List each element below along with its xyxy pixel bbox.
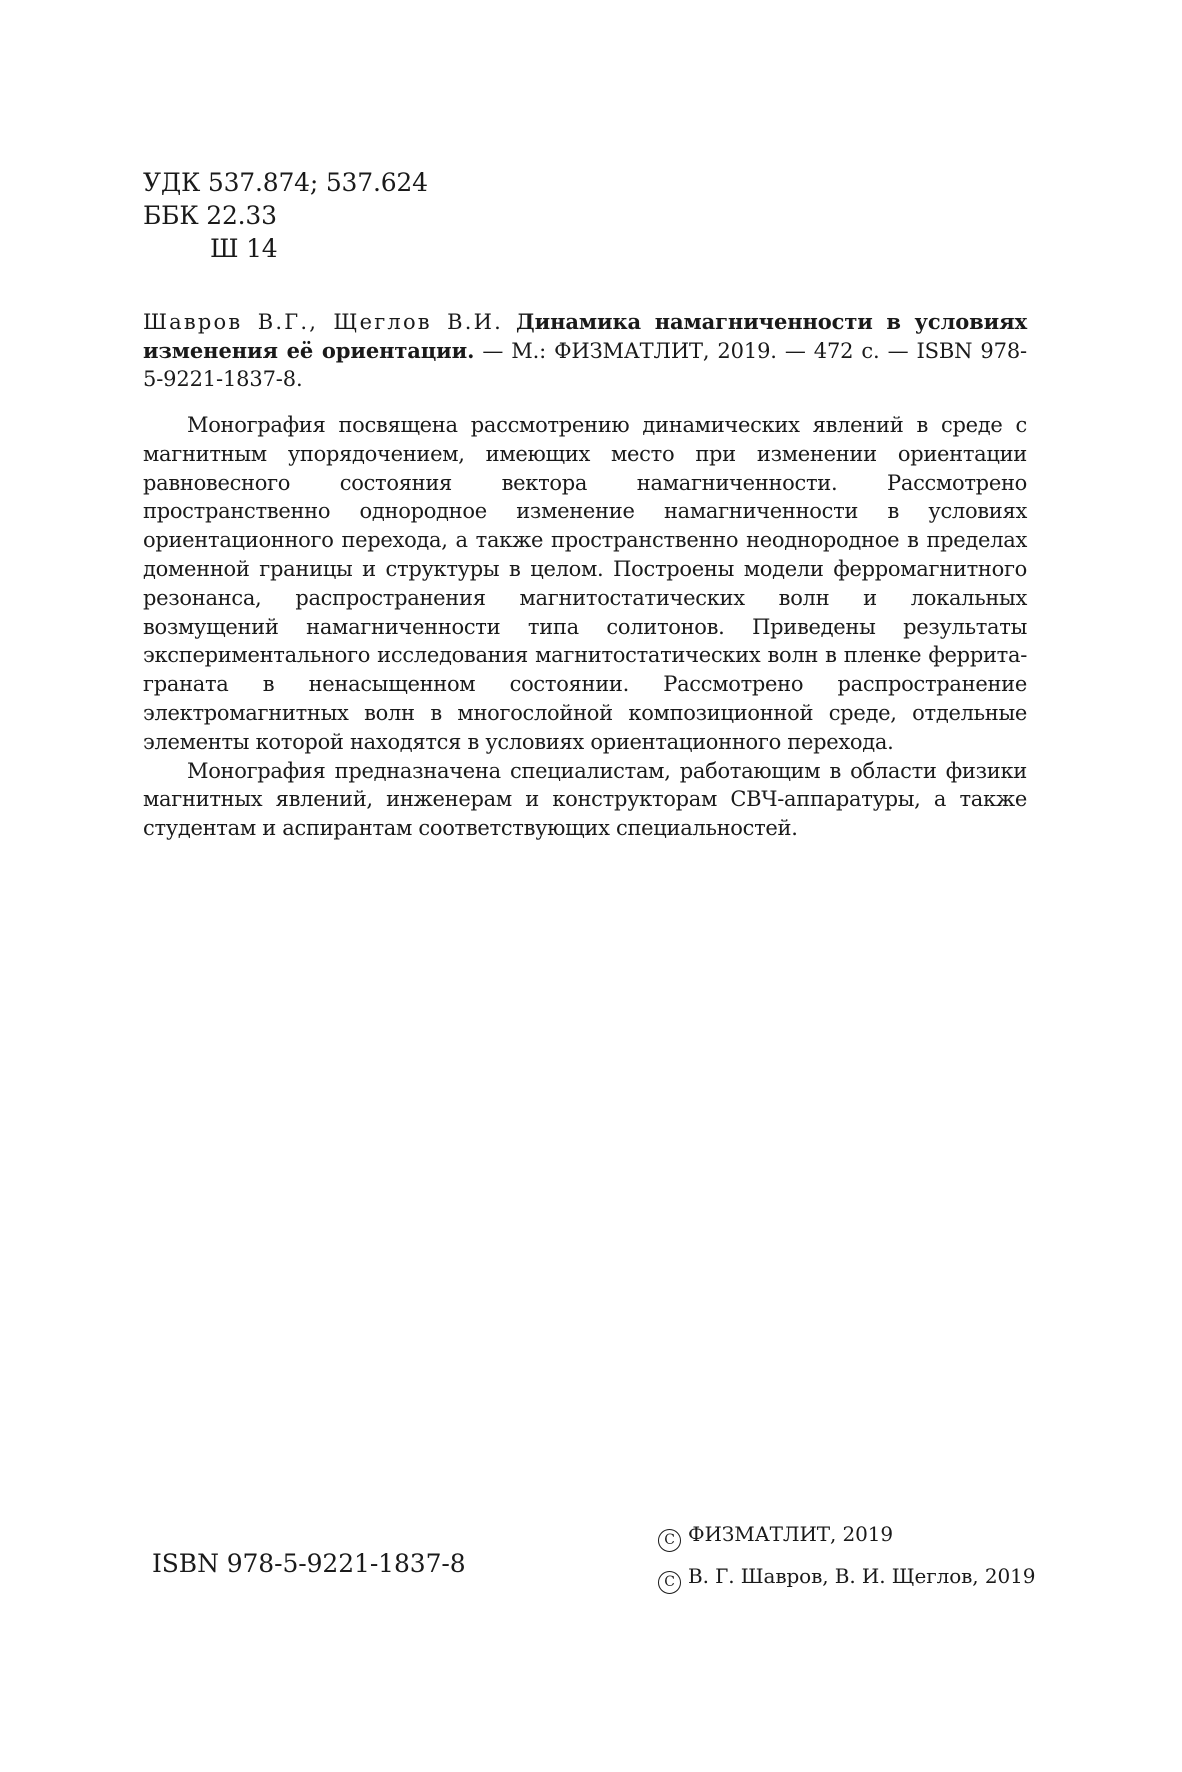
annotation: [143, 411, 1027, 843]
bibliographic-citation: [143, 308, 1027, 394]
copyright-line: [658, 1513, 1035, 1555]
annotation-paragraph: Монография посвящена рассмотрению динамических явлений в среде с магнитным упорядочением, имеющих место при изменении ориентации равновесного состояния вектора намагниченности. Рассмотрено пространственно однородное изменение намагниченности в условиях ориентационного перехода, а также пространственно неоднородное в пределах доменной границы и структуры в целом. Построены модели ферромагнитного резонанса, распространения магнитостатических волн и локальных возмущений намагниченности типа солитонов. Приведены результаты экспериментального исследования магнитостатических волн в пленке феррита-граната в ненасыщенном состоянии. Рассмотрено распространение электромагнитных волн в многослойной композиционной среде, отдельные элементы которой находятся в условиях ориентационного перехода.: [143, 413, 1027, 754]
isbn-footer: ISBN 978-5-9221-1837-8: [152, 1549, 466, 1578]
copyright-line: [658, 1555, 1035, 1597]
copyright-icon: C: [658, 1571, 681, 1594]
copyright-block: [658, 1513, 1035, 1597]
annotation-paragraph: Монография предназначена специалистам, работающим в области физики магнитных явлений, инженерам и конструкторам СВЧ-аппаратуры, а также студентам и аспирантам соответствующих специальностей.: [143, 758, 1027, 841]
copyright-icon: C: [658, 1529, 681, 1552]
classification-block: [143, 166, 428, 265]
copyright-holder: ФИЗМАТЛИТ, 2019: [688, 1522, 894, 1546]
udk-code: УДК 537.874; 537.624: [143, 168, 428, 197]
citation-imprint: — М.: ФИЗМАТЛИТ, 2019. — 472 с. — ISBN 978-5-9221-1837-8.: [143, 338, 1027, 391]
copyright-holder: В. Г. Шавров, В. И. Щеглов, 2019: [688, 1564, 1036, 1588]
author-sign: Ш 14: [210, 234, 278, 263]
bbk-code: ББК 22.33: [143, 201, 277, 230]
citation-authors: Шавров В.Г., Щеглов В.И.: [143, 310, 504, 334]
citation-title: Динамика намагниченности в условиях изменения её ориентации.: [143, 309, 1027, 363]
